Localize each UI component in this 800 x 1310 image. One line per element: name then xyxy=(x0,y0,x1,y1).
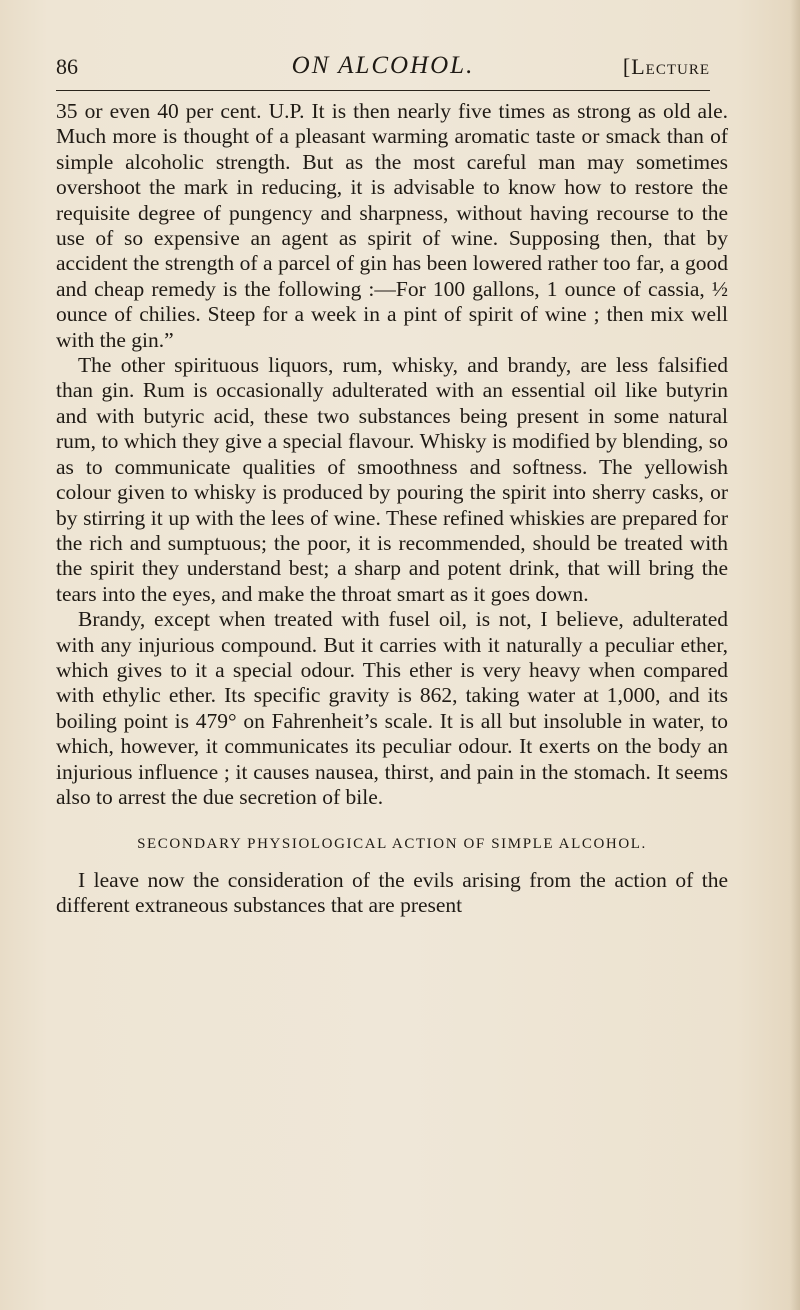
running-section: [Lecture xyxy=(622,54,710,79)
paragraph-final: I leave now the consideration of the evils arising from the action of the different extraneous substances that are present xyxy=(56,867,728,918)
running-title: ON ALCOHOL. xyxy=(291,52,475,79)
paragraph-brandy: Brandy, except when treated with fusel oil, is not, I believe, adulterated with any injurious compound. But it carries with it naturally a peculiar ether, which gives to it a special odour. This ether is very heavy when compared with ethylic ether. Its specific gravity is 862, taking water at 1,000, and its boiling point is 479° on Fahrenheit’s scale. It is all but insoluble in water, to which, however, it communicates its peculiar odour. It exerts on the body an injurious influence ; it causes nausea, thirst, and pain in the stomach. It seems also to arrest the due secretion of bile. xyxy=(56,607,728,809)
page-edge-shadow xyxy=(790,0,800,1310)
section-heading: SECONDARY PHYSIOLOGICAL ACTION OF SIMPLE ALCOHOL. xyxy=(137,836,647,853)
running-header xyxy=(56,50,710,91)
page-number: 86 xyxy=(56,54,78,79)
paragraph-continuation: 35 or even 40 per cent. U.P. It is then nearly five times as strong as old ale. Much more is thought of a pleasant warming aromatic taste or smack than of simple alcoholic strength. But as the most careful man may sometimes overshoot the mark in reducing, it is advisable to know how to restore the requisite degree of pungency and sharpness, without having recourse to the use of so expensive an agent as spirit of wine. Supposing then, that by accident the strength of a parcel of gin has been lowered rather too far, a good and cheap remedy is the following :—For 100 gallons, 1 ounce of cassia, ½ ounce of chilies. Steep for a week in a pint of spirit of wine ; then mix well with the gin.” xyxy=(56,99,728,352)
paragraph-spirituous-liquors: The other spirituous liquors, rum, whisky, and brandy, are less falsified than gin. Rum is occasionally adulterated with an essential oil like butyrin and with butyric acid, these two substances being present in some natural rum, to which they give a special flavour. Whisky is modified by blending, so as to communicate qualities of smoothness and softness. The yellowish colour given to whisky is produced by pouring the spirit into sherry casks, or by stirring it up with the lees of wine. These refined whiskies are prepared for the rich and sumptuous; the poor, it is recommended, should be treated with the spirit they understand best; a sharp and potent drink, that will bring the tears into the eyes, and make the throat smart as it goes down. xyxy=(56,353,728,606)
body-text xyxy=(56,99,728,919)
